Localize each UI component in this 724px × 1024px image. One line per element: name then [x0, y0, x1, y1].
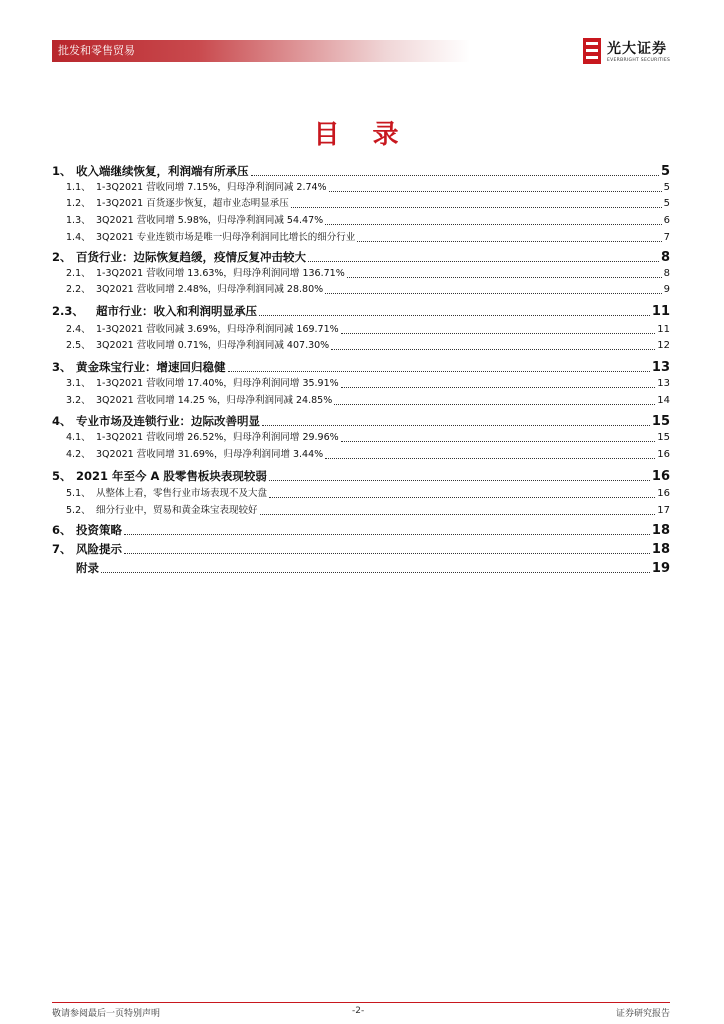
- toc-leader-dots: [308, 261, 659, 262]
- toc-entry-title: 细分行业中，贸易和黄金珠宝表现较好: [96, 505, 258, 516]
- logo-mark-icon: [583, 38, 601, 64]
- toc-entry-title: 黄金珠宝行业：增速回归稳健: [76, 360, 226, 374]
- toc-entry[interactable]: [52, 282, 670, 298]
- toc-leader-dots: [228, 371, 650, 372]
- toc-entry[interactable]: [52, 559, 670, 577]
- toc-leader-dots: [325, 458, 655, 459]
- toc-entry-number: 1、: [52, 164, 72, 178]
- toc-entry[interactable]: [52, 322, 670, 338]
- toc-entry-number: 2.3、: [52, 304, 84, 318]
- toc-entry-title: 附录: [76, 561, 99, 575]
- toc-entry[interactable]: [52, 430, 670, 446]
- toc-entry-page: 5: [660, 164, 670, 179]
- toc-leader-dots: [269, 497, 655, 498]
- toc-leader-dots: [357, 241, 661, 242]
- toc-leader-dots: [262, 425, 650, 426]
- company-logo: [583, 38, 693, 68]
- toc-entry-number: 1.2、: [66, 198, 91, 209]
- toc-entry-number: 2.1、: [66, 268, 91, 279]
- toc-entry-title: 收入端继续恢复，利润端有所承压: [76, 164, 249, 178]
- toc-entry-title: 3Q2021 营收同增 5.98%，归母净利润同减 54.47%: [96, 215, 324, 226]
- toc-entry-title: 3Q2021 营收同增 31.69%，归母净利润同增 3.44%: [96, 449, 324, 460]
- toc-leader-dots: [259, 315, 650, 316]
- toc-entry-number: 1.3、: [66, 215, 91, 226]
- toc-entry-page: 7: [663, 232, 670, 243]
- toc-entry-number: 5.1、: [66, 488, 91, 499]
- toc-entry-page: 8: [663, 268, 670, 279]
- toc-entry-title: 2021 年至今 A 股零售板块表现较弱: [76, 469, 267, 483]
- page-title: 目 录: [313, 120, 411, 150]
- logo-english-name: EVERBRIGHT SECURITIES: [607, 58, 671, 63]
- toc-entry[interactable]: [52, 338, 670, 354]
- toc-entry[interactable]: [52, 376, 670, 392]
- toc-entry-number: 7、: [52, 542, 72, 556]
- toc-entry-page: 16: [651, 469, 670, 484]
- toc-entry-page: 11: [651, 304, 670, 319]
- logo-chinese-name: 光大证券: [607, 41, 667, 57]
- toc-leader-dots: [347, 277, 662, 278]
- toc-entry-number: 5、: [52, 469, 72, 483]
- toc-entry-title: 1-3Q2021 营收同增 7.15%，归母净利润同减 2.74%: [96, 182, 327, 193]
- toc-entry[interactable]: [52, 162, 670, 180]
- toc-entry-number: 2.5、: [66, 340, 91, 351]
- toc-entry-number: 2、: [52, 250, 72, 264]
- toc-entry-page: 14: [657, 395, 670, 406]
- toc-entry-number: 4.1、: [66, 432, 91, 443]
- toc-leader-dots: [341, 387, 656, 388]
- toc-entry[interactable]: [52, 196, 670, 212]
- toc-entry-title: 投资策略: [76, 523, 122, 537]
- toc-entry-title: 1-3Q2021 营收同增 17.40%，归母净利润同增 35.91%: [96, 378, 339, 389]
- toc-entry-title: 专业市场及连锁行业：边际改善明显: [76, 414, 260, 428]
- toc-leader-dots: [269, 480, 650, 481]
- toc-entry-page: 16: [657, 488, 670, 499]
- toc-entry-title: 1-3Q2021 营收同增 13.63%，归母净利润同增 136.71%: [96, 268, 345, 279]
- toc-leader-dots: [325, 293, 661, 294]
- toc-entry-title: 3Q2021 营收同增 14.25 %，归母净利润同减 24.85%: [96, 395, 333, 406]
- toc-entry-number: 3.2、: [66, 395, 91, 406]
- toc-entry-title: 超市行业：收入和利润明显承压: [96, 304, 257, 318]
- toc-entry-title: 百货行业：边际恢复趋缓，疫情反复冲击较大: [76, 250, 306, 264]
- toc-entry-number: 4、: [52, 414, 72, 428]
- toc-leader-dots: [341, 441, 656, 442]
- toc-entry-page: 18: [651, 542, 670, 557]
- toc-entry-title: 3Q2021 营收同增 0.71%，归母净利润同减 407.30%: [96, 340, 330, 351]
- toc-leader-dots: [334, 404, 655, 405]
- toc-leader-dots: [124, 534, 650, 535]
- toc-entry-number: 3.1、: [66, 378, 91, 389]
- toc-entry[interactable]: [52, 521, 670, 539]
- toc-entry[interactable]: [52, 266, 670, 282]
- toc-entry-page: 6: [663, 215, 670, 226]
- toc-entry[interactable]: [52, 248, 670, 266]
- toc-entry-number: 4.2、: [66, 449, 91, 460]
- toc-entry[interactable]: [52, 213, 670, 229]
- toc-entry-page: 15: [651, 414, 670, 429]
- toc-leader-dots: [341, 333, 656, 334]
- toc-entry-page: 18: [651, 523, 670, 538]
- footer-disclaimer: 敬请参阅最后一页特别声明: [52, 1009, 161, 1019]
- toc-entry-page: 13: [651, 360, 670, 375]
- toc-entry-page: 8: [660, 250, 670, 265]
- toc-entry-title: 3Q2021 专业连锁市场是唯一归母净利润同比增长的细分行业: [96, 232, 356, 243]
- toc-entry[interactable]: [52, 540, 670, 558]
- footer-report-type: 证券研究报告: [615, 1009, 670, 1019]
- toc-entry-number: 5.2、: [66, 505, 91, 516]
- toc-leader-dots: [329, 191, 662, 192]
- toc-leader-dots: [251, 175, 659, 176]
- toc-entry[interactable]: [52, 358, 670, 376]
- toc-leader-dots: [331, 349, 655, 350]
- toc-entry-page: 9: [663, 284, 670, 295]
- toc-entry-title: 3Q2021 营收同增 2.48%，归母净利润同减 28.80%: [96, 284, 324, 295]
- toc-entry[interactable]: [52, 393, 670, 409]
- toc-entry-title: 1-3Q2021 营收同增 26.52%，归母净利润同增 29.96%: [96, 432, 339, 443]
- toc-entry[interactable]: [52, 486, 670, 502]
- toc-entry-page: 17: [657, 505, 670, 516]
- page-number: -2-: [352, 1006, 365, 1016]
- toc-entry-page: 5: [663, 182, 670, 193]
- toc-entry-page: 11: [657, 324, 670, 335]
- toc-entry[interactable]: [52, 302, 670, 320]
- toc-entry-title: 从整体上看，零售行业市场表现不及大盘: [96, 488, 268, 499]
- toc-entry[interactable]: [52, 447, 670, 463]
- toc-entry[interactable]: [52, 412, 670, 430]
- toc-entry-number: 1.1、: [66, 182, 91, 193]
- toc-entry-page: 16: [657, 449, 670, 460]
- toc-entry-number: 2.4、: [66, 324, 91, 335]
- toc-leader-dots: [101, 572, 650, 573]
- toc-entry-number: 1.4、: [66, 232, 91, 243]
- toc-entry-page: 19: [651, 561, 670, 576]
- toc-entry[interactable]: [52, 230, 670, 246]
- toc-entry-page: 5: [663, 198, 670, 209]
- toc-entry-page: 15: [657, 432, 670, 443]
- toc-entry[interactable]: [52, 467, 670, 485]
- toc-leader-dots: [260, 514, 656, 515]
- toc-entry[interactable]: [52, 503, 670, 519]
- header-section-label: 批发和零售贸易: [58, 44, 135, 57]
- toc-entry-page: 13: [657, 378, 670, 389]
- toc-entry-number: 2.2、: [66, 284, 91, 295]
- footer-divider: [52, 1002, 670, 1003]
- toc-entry-title: 1-3Q2021 百货逐步恢复，超市业态明显承压: [96, 198, 289, 209]
- toc-leader-dots: [291, 207, 662, 208]
- toc-entry-title: 风险提示: [76, 542, 122, 556]
- toc-entry-page: 12: [657, 340, 670, 351]
- toc-entry-title: 1-3Q2021 营收同减 3.69%，归母净利润同减 169.71%: [96, 324, 339, 335]
- toc-leader-dots: [325, 224, 661, 225]
- toc-entry-number: 3、: [52, 360, 72, 374]
- toc-entry[interactable]: [52, 180, 670, 196]
- toc-entry-number: 6、: [52, 523, 72, 537]
- toc-leader-dots: [124, 553, 650, 554]
